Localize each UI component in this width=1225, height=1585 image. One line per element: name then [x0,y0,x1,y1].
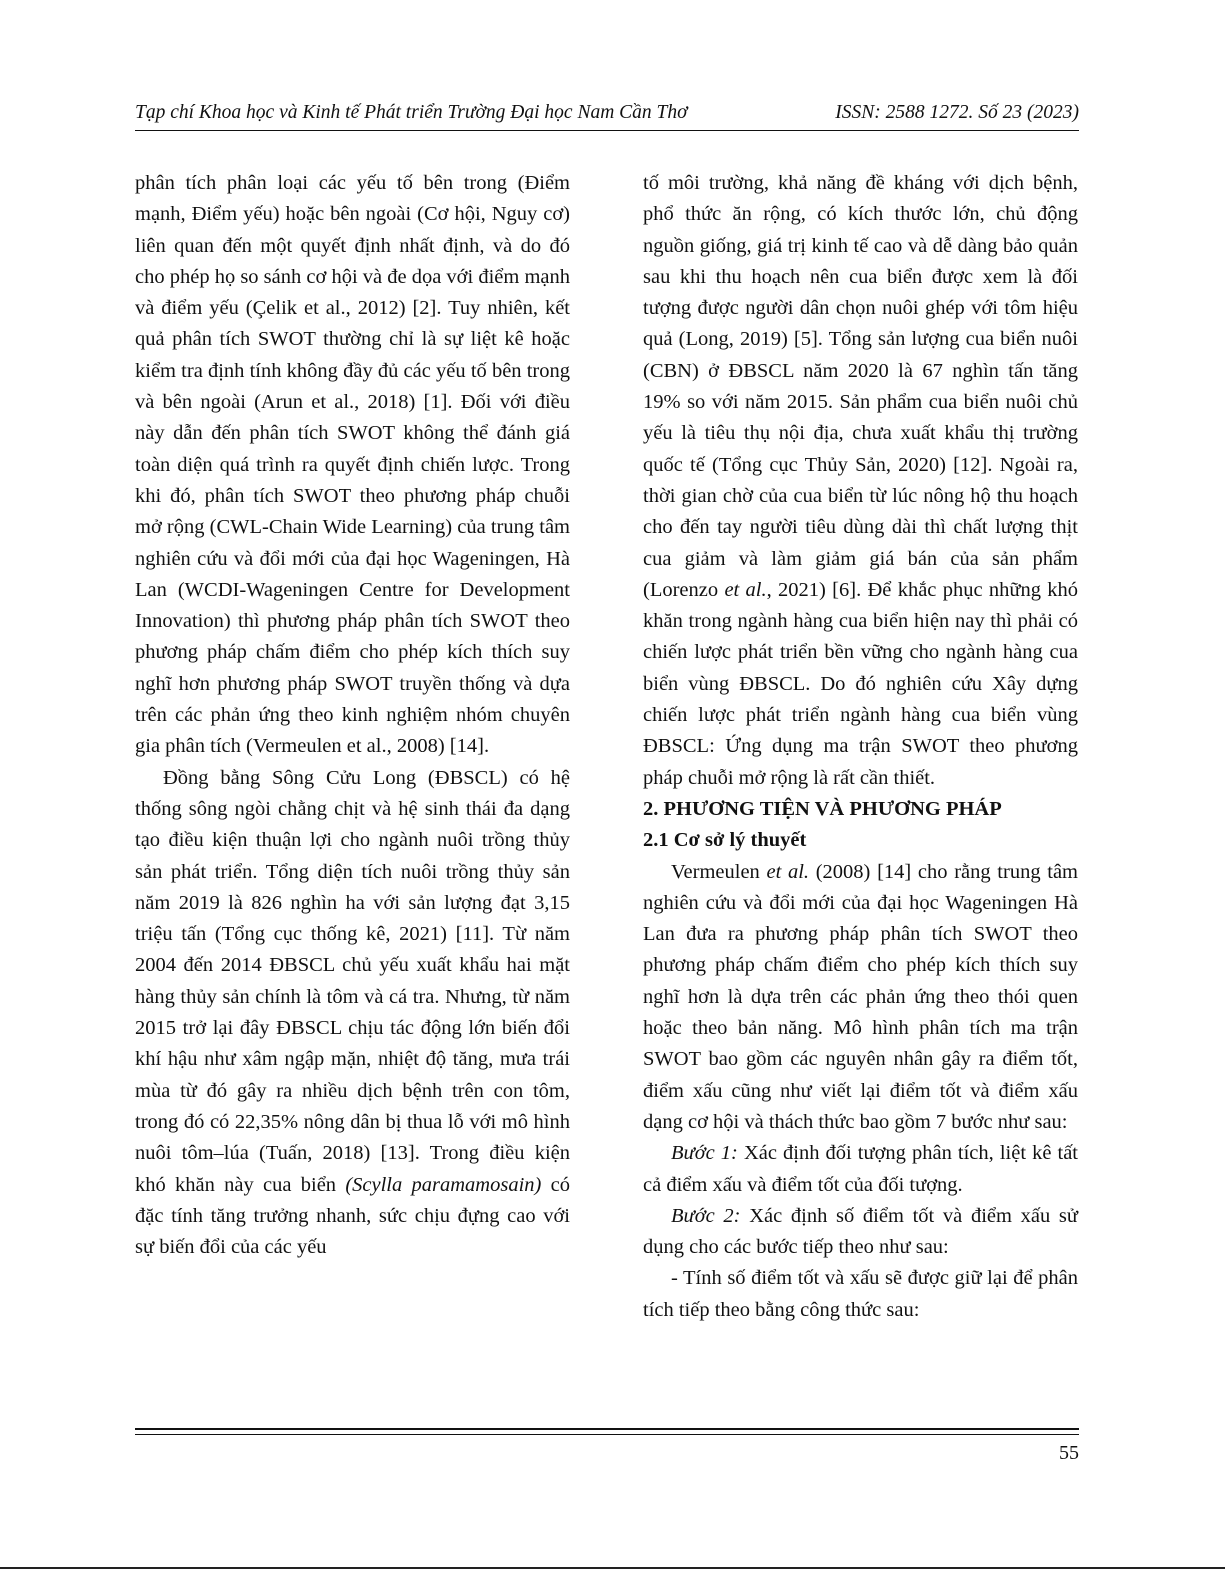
right-column [643,168,1078,1326]
left-column [135,168,570,1263]
paragraph: Vermeulen et al. (2008) [14] cho rằng trung tâm nghiên cứu và đổi mới của đại học Wageningen Hà Lan đưa ra phương pháp phân tích SWOT theo phương pháp chấm điểm cho phép kích thích suy nghĩ hơn là dựa trên các phản ứng theo thói quen hoặc theo bản năng. Mô hình phân tích ma trận SWOT bao gồm các nguyên nhân gây ra điểm tốt, điểm xấu cũng như viết lại điểm tốt và điểm xấu dạng cơ hội và thách thức bao gồm 7 bước như sau: [643,860,1079,1133]
section-heading: 2. PHƯƠNG TIỆN VÀ PHƯƠNG PHÁP [643,797,1002,820]
species-name: (Scylla paramamosain) [345,1173,542,1196]
paragraph: Đồng bằng Sông Cửu Long (ĐBSCL) có hệ thống sông ngòi chằng chịt và hệ sinh thái đa dạng tạo điều kiện thuận lợi cho ngành nuôi trồng thủy sản phát triển. Tổng diện tích nuôi trồng thủy sản năm 2019 là 826 nghìn ha với sản lượng đạt 3,15 triệu tấn (Tổng cục thống kê, 2021) [11]. Từ năm 2004 đến 2014 ĐBSCL chủ yếu xuất khẩu hai mặt hàng thủy sản chính là tôm và cá tra. Nhưng, từ năm 2015 trở lại đây ĐBSCL chịu tác động lớn biến đổi khí hậu như xâm ngập mặn, nhiệt độ tăng, mưa trái mùa từ đó gây ra nhiều dịch bệnh trên con tôm, trong đó có 22,35% nông dân bị thua lỗ với mô hình nuôi tôm–lúa (Tuấn, 2018) [13]. Trong điều kiện khó khăn này cua biển (Scylla paramamosain) có đặc tính tăng trưởng nhanh, sức chịu đựng cao với sự biến đổi của các yếu [135,766,570,1259]
page-number: 55 [1059,1442,1079,1464]
bullet-item: - Tính số điểm tốt và xấu sẽ được giữ lại để phân tích tiếp theo bằng công thức sau: [643,1267,1078,1321]
page-edge-line [0,1567,1225,1569]
subsection-heading: 2.1 Cơ sở lý thuyết [643,829,807,852]
running-header [135,102,1079,132]
step-1: Bước 1: Xác định đối tượng phân tích, liệt kê tất cả điểm xấu và điểm tốt của đối tượng. [643,1142,1078,1196]
issn-issue: ISSN: 2588 1272. Số 23 (2023) [835,102,1079,123]
footer-rule [135,1428,1079,1435]
paragraph: tố môi trường, khả năng đề kháng với dịch bệnh, phổ thức ăn rộng, có kích thước lớn, chủ động nguồn giống, giá trị kinh tế cao và dễ dàng bảo quản sau khi thu hoạch nên cua biển được xem là đối tượng được người dân chọn nuôi ghép với tôm hiệu quả (Long, 2019) [5]. Tổng sản lượng cua biển nuôi (CBN) ở ĐBSCL năm 2020 là 67 nghìn tấn tăng 19% so với năm 2015. Sản phẩm cua biển nuôi chủ yếu là tiêu thụ nội địa, chưa xuất khẩu thị trường quốc tế (Tổng cục Thủy Sản, 2020) [12]. Ngoài ra, thời gian chờ của cua biển từ lúc nông hộ thu hoạch cho đến tay người tiêu dùng dài thì chất lượng thịt cua giảm và làm giảm giá bán của sản phẩm (Lorenzo et al., 2021) [6]. Để khắc phục những khó khăn trong ngành hàng cua biển hiện nay thì phải có chiến lược phát triển bền vững cho ngành hàng cua biển vùng ĐBSCL. Do đó nghiên cứu Xây dựng chiến lược phát triển ngành hàng cua biển vùng ĐBSCL: Ứng dụng ma trận SWOT theo phương pháp chuỗi mở rộng là rất cần thiết. [643,172,1079,789]
paragraph: phân tích phân loại các yếu tố bên trong (Điểm mạnh, Điểm yếu) hoặc bên ngoài (Cơ hội, Nguy cơ) liên quan đến một quyết định nhất định, và do đó cho phép họ so sánh cơ hội và đe dọa với điểm mạnh và điểm yếu (Çelik et al., 2012) [2]. Tuy nhiên, kết quả phân tích SWOT thường chỉ là sự liệt kê hoặc kiểm tra định tính không đầy đủ các yếu tố bên trong và bên ngoài (Arun et al., 2018) [1]. Đối với điều này dẫn đến phân tích SWOT không thể đánh giá toàn diện quá trình ra quyết định chiến lược. Trong khi đó, phân tích SWOT theo phương pháp chuỗi mở rộng (CWL-Chain Wide Learning) của trung tâm nghiên cứu và đổi mới của đại học Wageningen, Hà Lan (WCDI-Wageningen Centre for Development Innovation) thì phương pháp phân tích SWOT theo phương pháp chấm điểm cho phép kích thích suy nghĩ hơn phương pháp SWOT truyền thống và dựa trên các phản ứng theo kinh nghiệm nhóm chuyên gia phân tích (Vermeulen et al., 2008) [14]. [135,172,571,758]
header-rule [135,130,1079,131]
journal-title: Tạp chí Khoa học và Kinh tế Phát triển Trường Đại học Nam Cần Thơ [135,102,688,123]
step-2: Bước 2: Xác định số điểm tốt và điểm xấu sử dụng cho các bước tiếp theo như sau: [643,1204,1078,1259]
